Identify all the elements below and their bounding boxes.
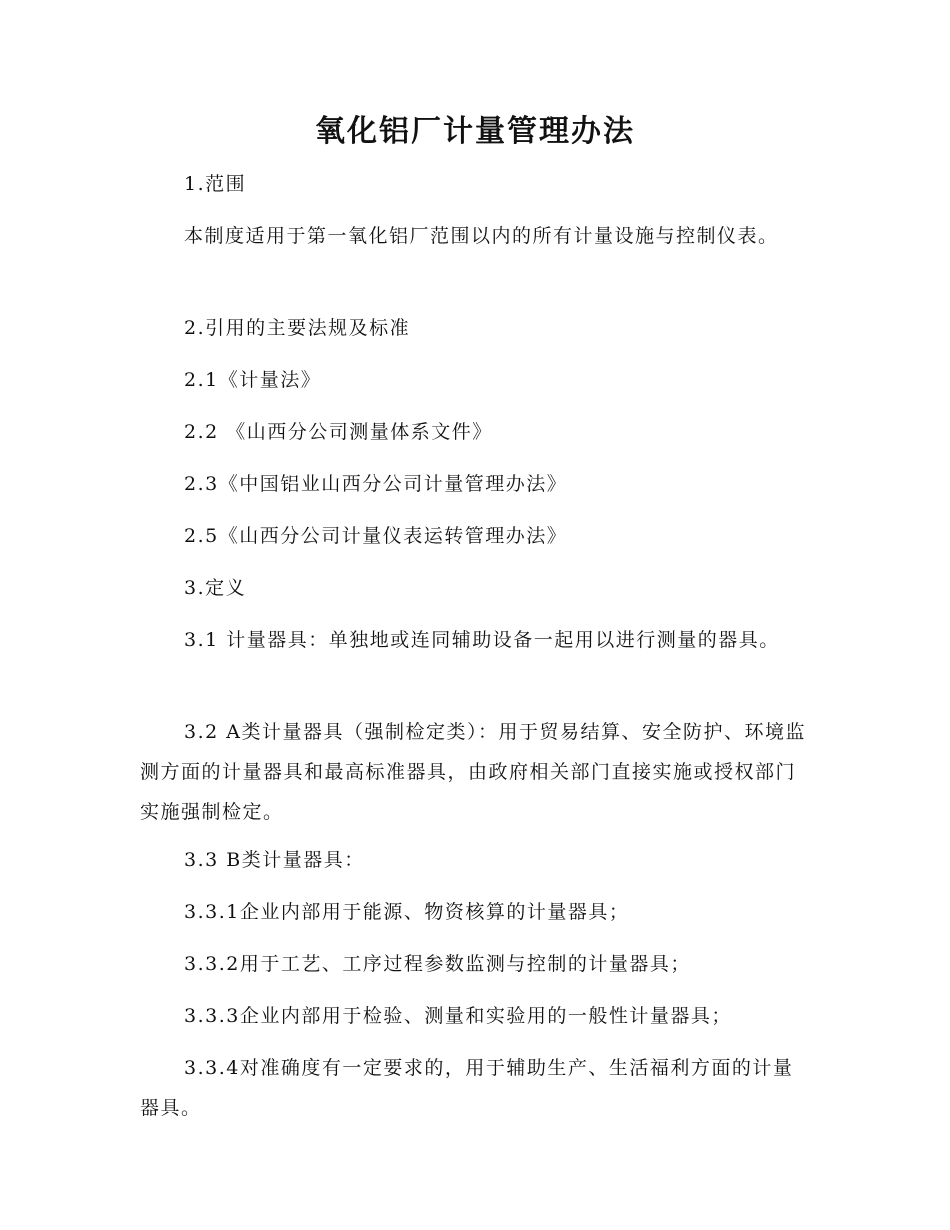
reference-item: 2.1《计量法》	[184, 369, 322, 391]
document-title: 氧化铝厂计量管理办法	[315, 114, 635, 149]
section-heading-references: 2.引用的主要法规及标准	[184, 317, 411, 339]
paragraph-scope: 本制度适用于第一氧化铝厂范围以内的所有计量设施与控制仪表。	[184, 225, 779, 247]
definition-paragraph: 3.2 A类计量器具（强制检定类）：用于贸易结算、安全防护、环境监测方面的计量器具和最高标准器具，由政府相关部门直接实施或授权部门实施强制检定。	[140, 721, 806, 823]
reference-item: 2.2 《山西分公司测量体系文件》	[184, 421, 493, 443]
definition-paragraph: 3.1 计量器具：单独地或连同辅助设备一起用以进行测量的器具。	[184, 629, 780, 651]
section-heading-definitions: 3.定义	[184, 577, 247, 599]
definition-paragraph: 3.3 B类计量器具：	[184, 849, 365, 871]
section-heading-scope: 1.范围	[184, 173, 247, 195]
definition-paragraph: 3.3.3企业内部用于检验、测量和实验用的一般性计量器具；	[184, 1005, 732, 1027]
definition-paragraph: 3.3.4对准确度有一定要求的，用于辅助生产、生活福利方面的计量器具。	[140, 1057, 794, 1119]
reference-item: 2.5《山西分公司计量仪表运转管理办法》	[184, 525, 568, 547]
definition-paragraph: 3.3.2用于工艺、工序过程参数监测与控制的计量器具；	[184, 953, 691, 975]
definition-paragraph: 3.3.1企业内部用于能源、物资核算的计量器具；	[184, 901, 630, 923]
reference-item: 2.3《中国铝业山西分公司计量管理办法》	[184, 473, 568, 495]
